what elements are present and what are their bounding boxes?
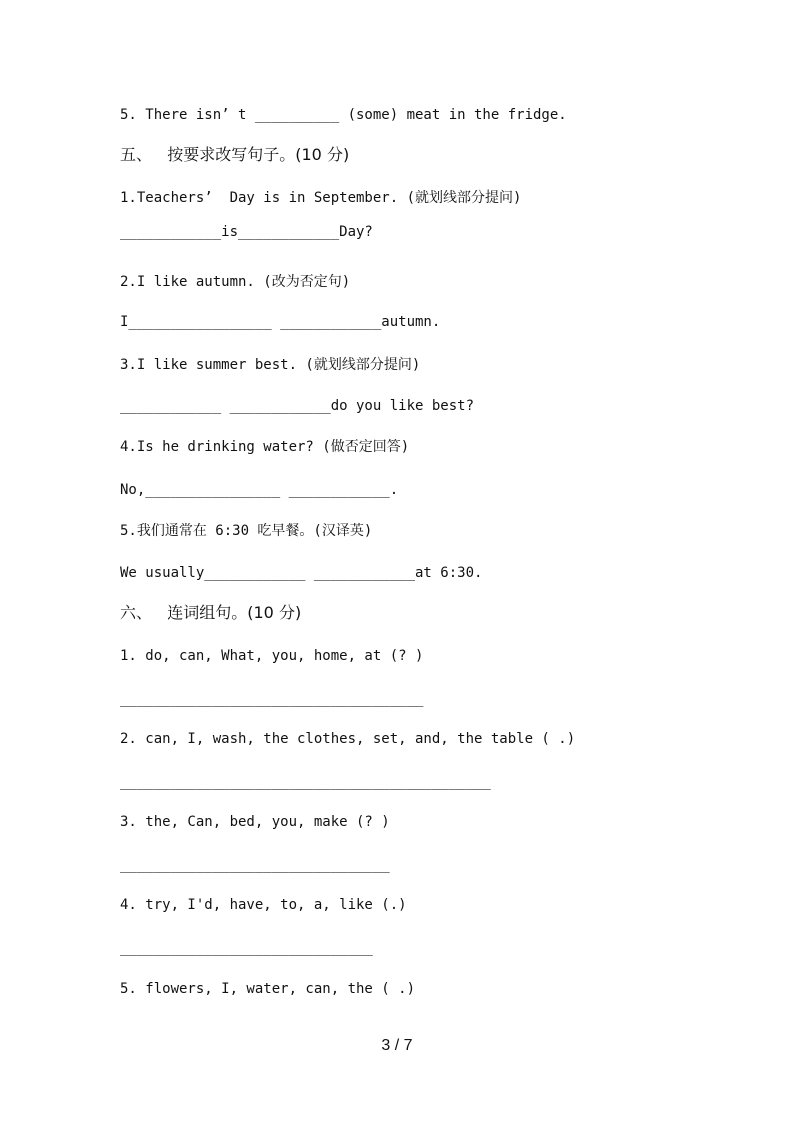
line-s6-q2: 2. can, I, wash, the clothes, set, and, the table ( .) (120, 731, 576, 747)
line-s6-q4-answer: ______________________________ (120, 940, 373, 956)
line-s5-q2-answer: I_________________ ____________autumn. (120, 314, 441, 330)
line-s5-q5-answer: We usually____________ ____________at 6:30. (120, 565, 483, 581)
line-s5-q4: 4.Is he drinking water? (做否定回答) (120, 439, 410, 455)
page-number: 3 / 7 (381, 1037, 413, 1054)
line-s5-q3-answer: ____________ ____________do you like best? (120, 398, 475, 414)
line-s6-q3: 3. the, Can, bed, you, make (? ) (120, 814, 390, 830)
line-s5-q4-answer: No,________________ ____________. (120, 482, 399, 498)
line-s5-q3: 3.I like summer best. (就划线部分提问) (120, 357, 421, 373)
line-s6-q2-answer: ____________________________________________ (120, 774, 491, 790)
line-s5-q1-answer: ____________is____________Day? (120, 224, 373, 240)
line-s5-q1: 1.Teachers’ Day is in September. (就划线部分提问) (120, 190, 522, 206)
line-q4-5: 5. There isn’ t __________ (some) meat in the fridge. (120, 107, 567, 123)
line-s6-q1-answer: ____________________________________ (120, 691, 424, 707)
section-six-heading: 六、 连词组句。(10 分) (120, 603, 302, 622)
line-s6-q4: 4. try, I'd, have, to, a, like (.) (120, 897, 407, 913)
line-s5-q5: 5.我们通常在 6:30 吃早餐。(汉译英) (120, 523, 373, 539)
line-s6-q1: 1. do, can, What, you, home, at (? ) (120, 648, 424, 664)
line-s5-q2: 2.I like autumn. (改为否定句) (120, 274, 351, 290)
line-s6-q5: 5. flowers, I, water, can, the ( .) (120, 981, 416, 997)
line-s6-q3-answer: ________________________________ (120, 857, 390, 873)
section-five-heading: 五、 按要求改写句子。(10 分) (120, 145, 350, 164)
